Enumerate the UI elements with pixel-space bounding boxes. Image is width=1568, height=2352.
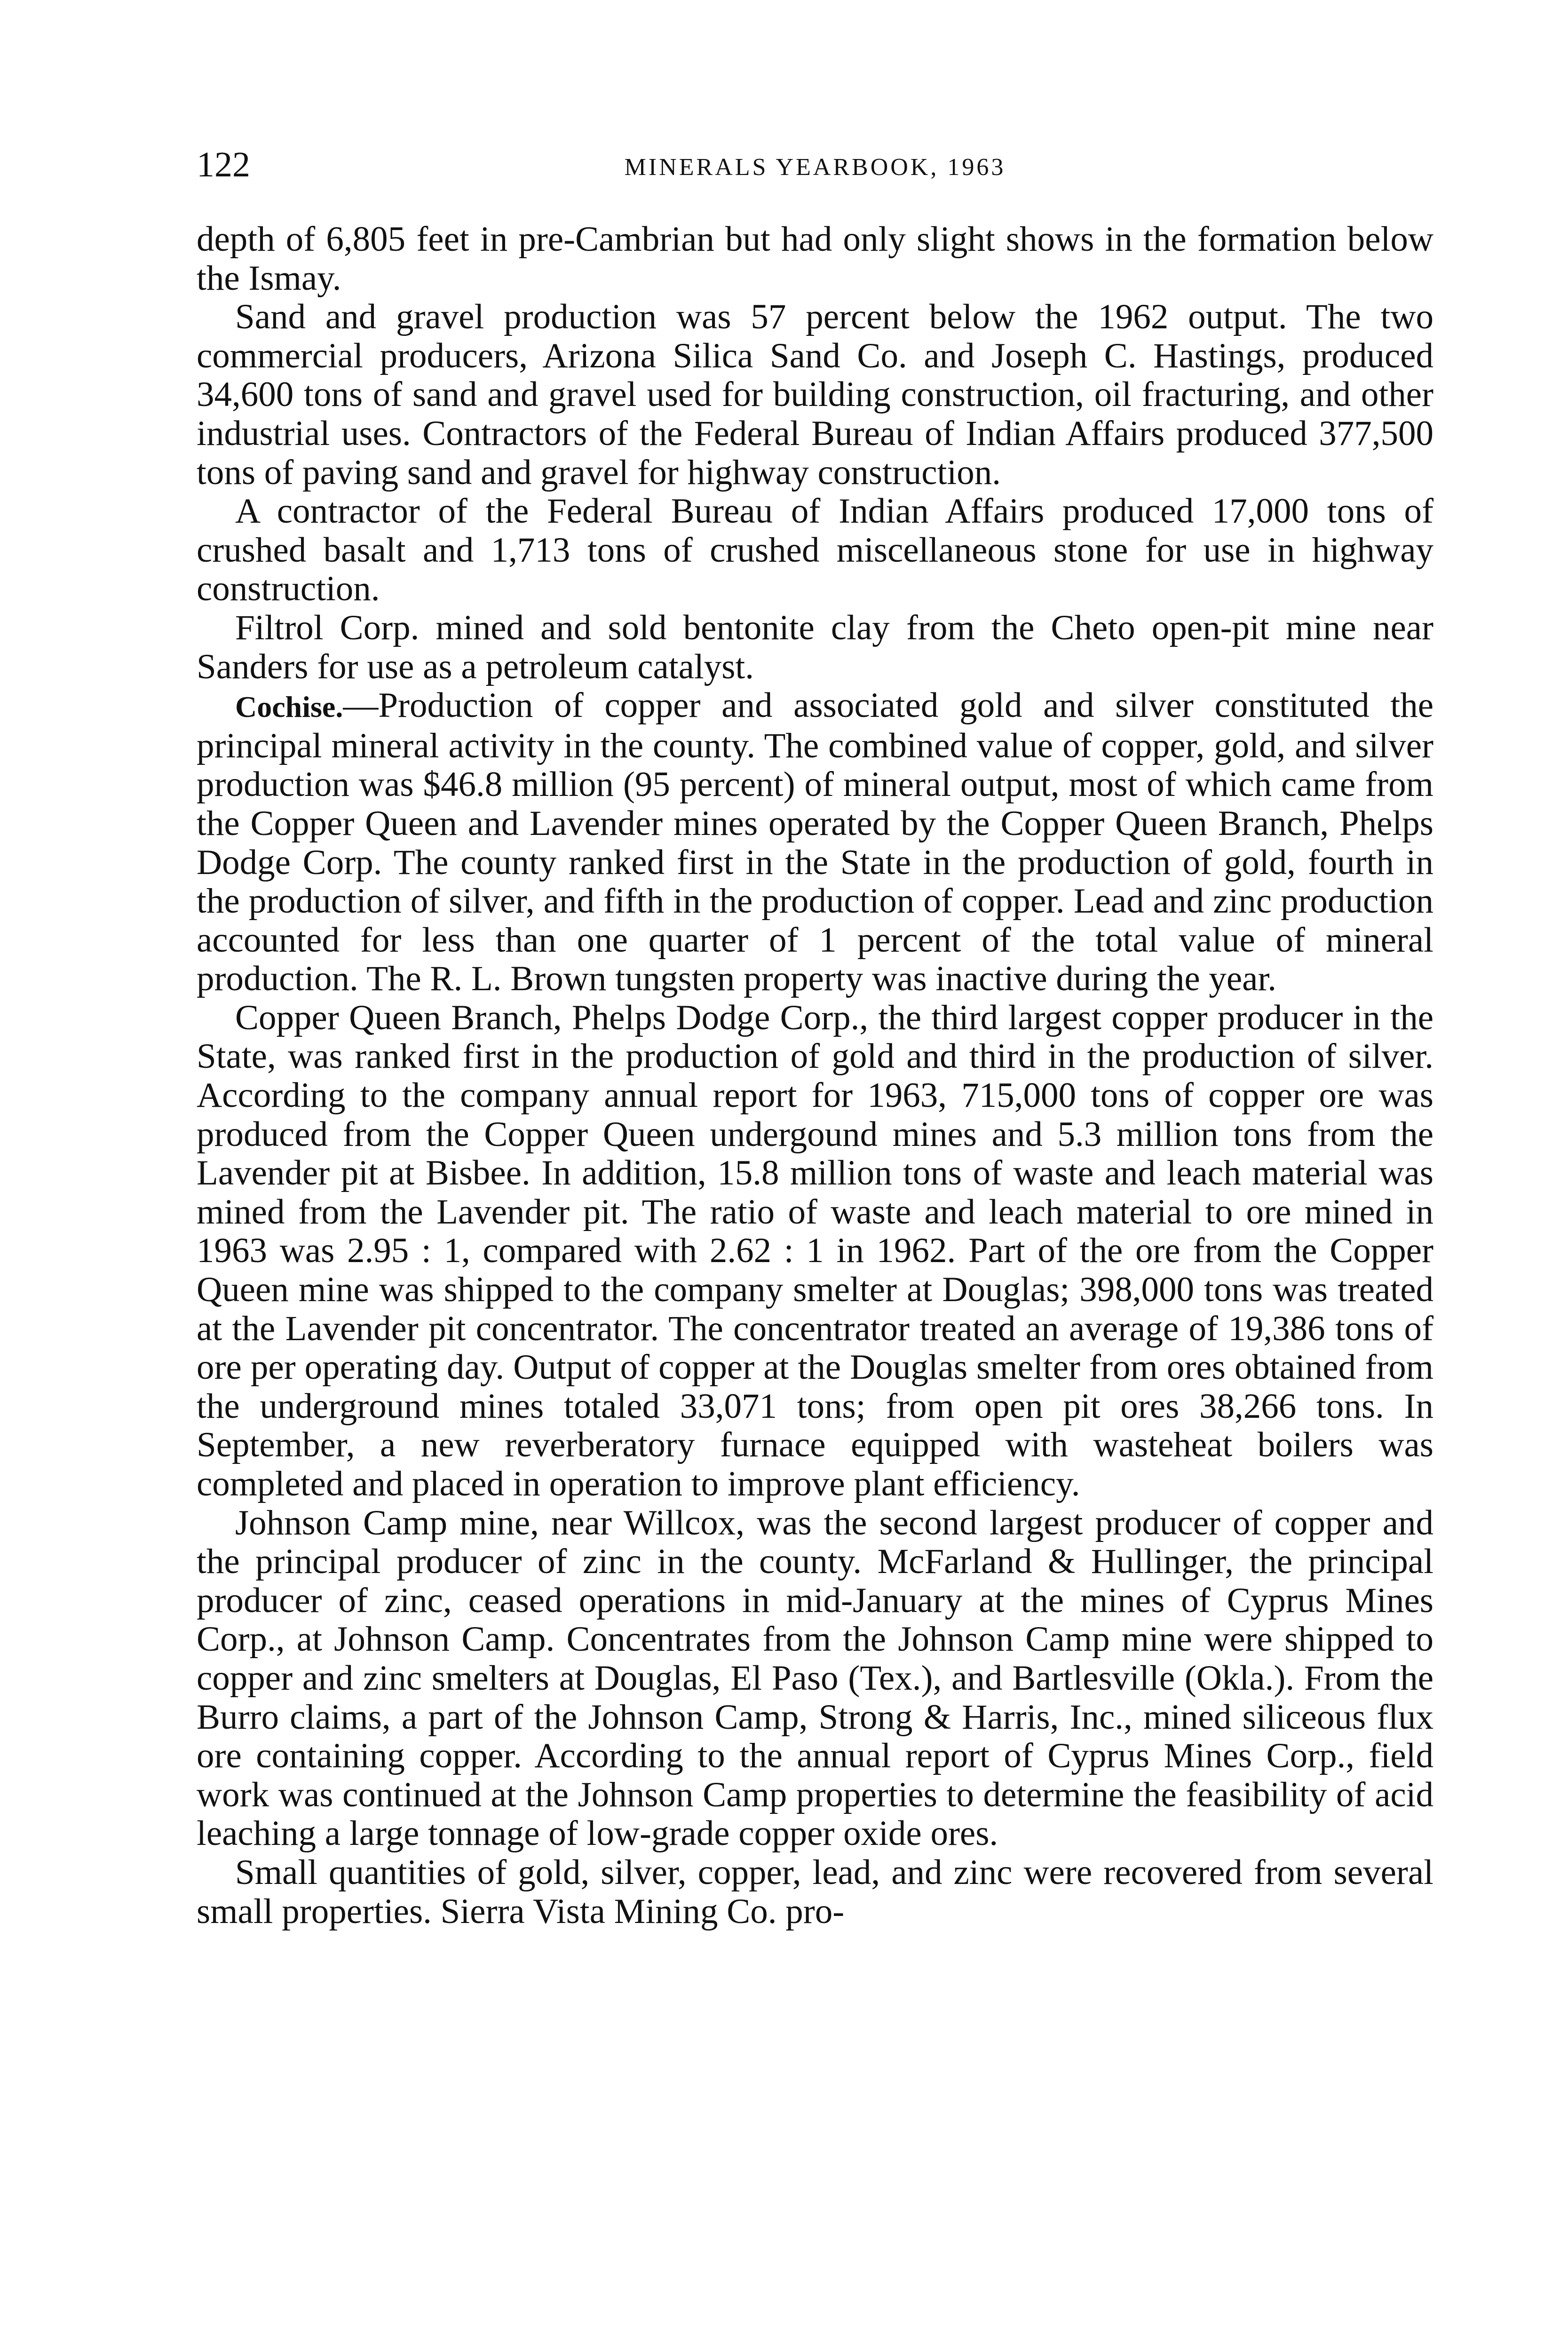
running-head <box>197 141 1433 193</box>
page-number: 122 <box>197 145 250 184</box>
paragraph: Sand and gravel production was 57 percent below the 1962 output. The two commercial producers, Arizona Silica Sand Co. and Joseph C. Hastings, produced 34,600 tons of sand and gravel used for building construction, oil fracturing, and other industrial uses. Contractors of the Federal Bureau of Indian Affairs produced 377,500 tons of paving sand and gravel for highway construction. <box>197 297 1433 492</box>
running-title: MINERALS YEARBOOK, 1963 <box>624 154 1006 181</box>
paragraph: Johnson Camp mine, near Willcox, was the second largest producer of copper and the principal producer of zinc in the county. McFarland & Hullinger, the principal producer of zinc, ceased operations in mid-January at the mines of Cyprus Mines Corp., at Johnson Camp. Concentrates from the Johnson Camp mine were shipped to copper and zinc smelters at Douglas, El Paso (Tex.), and Bartlesville (Okla.). From the Burro claims, a part of the Johnson Camp, Strong & Harris, Inc., mined siliceous flux ore containing copper. According to the annual report of Cyprus Mines Corp., field work was continued at the Johnson Camp properties to determine the feasibility of acid leaching a large tonnage of low-grade copper oxide ores. <box>197 1503 1433 1853</box>
body-text <box>197 220 1433 1931</box>
paragraph: Filtrol Corp. mined and sold bentonite clay from the Cheto open-pit mine near Sanders for use as a petroleum catalyst. <box>197 608 1433 686</box>
county-run-in-heading: Cochise. <box>235 690 343 724</box>
book-page <box>197 141 1433 1931</box>
paragraph: Small quantities of gold, silver, copper, lead, and zinc were recovered from several small properties. Sierra Vista Mining Co. pro- <box>197 1852 1433 1931</box>
paragraph-text: —Production of copper and associated gold and silver constituted the principal mineral activity in the county. The combined value of copper, gold, and silver production was $46.8 million (95 percent) of mineral output, most of which came from the Copper Queen and Lavender mines operated by the Copper Queen Branch, Phelps Dodge Corp. The county ranked first in the State in the production of gold, fourth in the production of silver, and fifth in the production of copper. Lead and zinc production accounted for less than one quarter of 1 percent of the total value of mineral production. The R. L. Brown tungsten property was inactive during the year. <box>197 686 1433 999</box>
paragraph: A contractor of the Federal Bureau of Indian Affairs produced 17,000 tons of crushed basalt and 1,713 tons of crushed miscellaneous stone for use in highway construction. <box>197 492 1433 609</box>
paragraph-cochise <box>197 686 1433 999</box>
paragraph: depth of 6,805 feet in pre-Cambrian but had only slight shows in the formation below the Ismay. <box>197 220 1433 298</box>
paragraph: Copper Queen Branch, Phelps Dodge Corp., the third largest copper producer in the State, was ranked first in the production of gold and third in the production of silver. According to the company annual report for 1963, 715,000 tons of copper ore was produced from the Copper Queen undergound mines and 5.3 million tons from the Lavender pit at Bisbee. In addition, 15.8 million tons of waste and leach material was mined from the Lavender pit. The ratio of waste and leach material to ore mined in 1963 was 2.95 : 1, compared with 2.62 : 1 in 1962. Part of the ore from the Copper Queen mine was shipped to the company smelter at Douglas; 398,000 tons was treated at the Lavender pit concentrator. The concentrator treated an average of 19,386 tons of ore per operating day. Output of copper at the Douglas smelter from ores obtained from the underground mines totaled 33,071 tons; from open pit ores 38,266 tons. In September, a new reverberatory furnace equipped with wasteheat boilers was completed and placed in operation to improve plant efficiency. <box>197 998 1433 1503</box>
